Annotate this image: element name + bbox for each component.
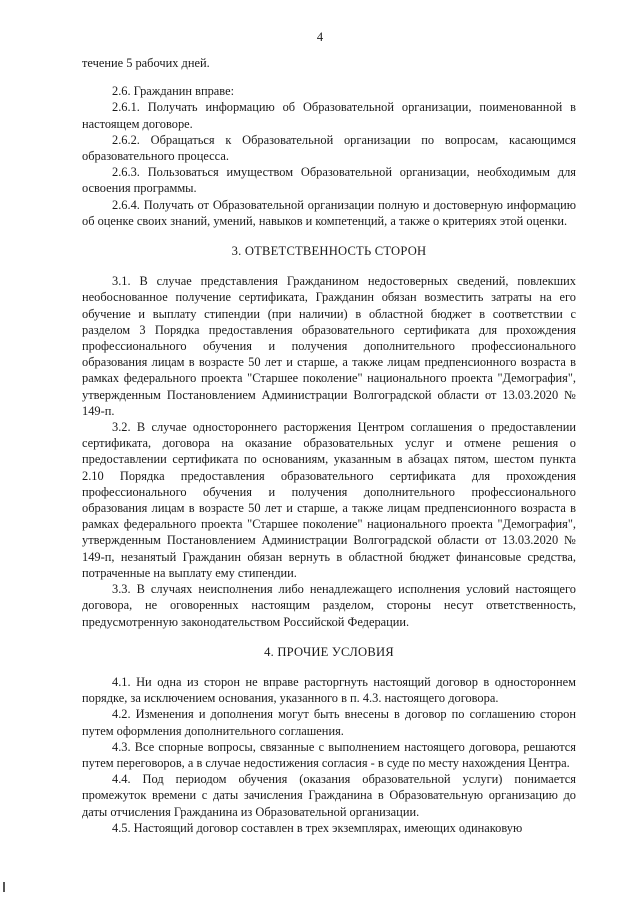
clause-2-6: 2.6. Гражданин вправе: <box>112 84 235 99</box>
clause-3-1: 3.1. В случае представления Гражданином недостоверных сведений, повлекших необоснованное получение сертификата, Гражданин обязан возместить затраты на его обучение и выплату стипендии (при наличии) в областной бюджет в соответствии с разделом 3 Порядка предоставления образовательного сертификата для прохождения профессионального обучения и получения дополнительного профессионального образования лицам в возрасте 50 лет и старше, а также лицам предпенсионного возраста в рамках федерального проекта "Старшее поколение" национального проекта "Демография", утвержденным Постановлением Администрации Волгоградской области от 13.03.2020 № 149-п. <box>82 274 576 418</box>
scan-artifact <box>3 882 5 892</box>
clause-4-3: 4.3. Все спорные вопросы, связанные с выполнением настоящего договора, решаются путем переговоров, а в случае недостижения согласия - в суде по месту нахождения Центра. <box>82 739 576 770</box>
page-number: 4 <box>316 30 324 44</box>
clause-2-6-4: 2.6.4. Получать от Образовательной организации полную и достоверную информацию об оценке своих знаний, умений, навыков и компетенций, а также о критериях этой оценки. <box>82 197 576 228</box>
document-body <box>82 55 576 836</box>
clause-2-6-3: 2.6.3. Пользоваться имуществом Образовательной организации, необходимым для освоения программы. <box>82 165 576 196</box>
clause-2-6-2: 2.6.2. Обращаться к Образовательной организации по вопросам, касающимся образовательного процесса. <box>82 132 576 164</box>
clause-4-2: 4.2. Изменения и дополнения могут быть внесены в договор по соглашению сторон путем оформления дополнительного соглашения. <box>82 707 576 738</box>
section-heading-4: 4. ПРОЧИЕ УСЛОВИЯ <box>264 644 394 659</box>
paragraph-continuation: течение 5 рабочих дней. <box>82 56 210 70</box>
clause-4-4: 4.4. Под периодом обучения (оказания образовательной услуги) понимается промежуток времени с даты зачисления Гражданина в Образовательную организацию до даты отчисления Гражданина из Образовательной организации. <box>82 772 576 819</box>
clause-3-3: 3.3. В случаях неисполнения либо ненадлежащего исполнения условий настоящего договора, не оговоренных настоящим разделом, стороны несут ответственность, предусмотренную законодательством Российской Федерации. <box>82 582 576 629</box>
clause-2-6-1: 2.6.1. Получать информацию об Образовательной организации, поименованной в настоящем договоре. <box>82 100 576 131</box>
clause-4-5: 4.5. Настоящий договор составлен в трех экземплярах, имеющих одинаковую <box>112 820 523 835</box>
clause-4-1: 4.1. Ни одна из сторон не вправе расторгнуть настоящий договор в одностороннем порядке, за исключением основания, указанного в п. 4.3. настоящего договора. <box>82 674 576 706</box>
clause-3-2: 3.2. В случае одностороннего расторжения Центром соглашения о предоставлении сертификата, договора на оказание образовательных услуг и отмене решения о предоставлении сертификата по основаниям, указанным в абзацах пятом, шестом пункта 2.10 Порядка предоставления образовательного сертификата для прохождения профессионального обучения и получения дополнительного профессионального образования лицам в возрасте 50 лет и старше, а также лицам предпенсионного возраста в рамках федерального проекта "Старшее поколение" национального проекта "Демография", утвержденным Постановлением Администрации Волгоградской области от 13.03.2020 № 149-п, незанятый Гражданин обязан вернуть в областной бюджет финансовые средства, потраченные на выплату ему стипендии. <box>82 420 576 580</box>
section-heading-3: 3. ОТВЕТСТВЕННОСТЬ СТОРОН <box>231 244 427 259</box>
